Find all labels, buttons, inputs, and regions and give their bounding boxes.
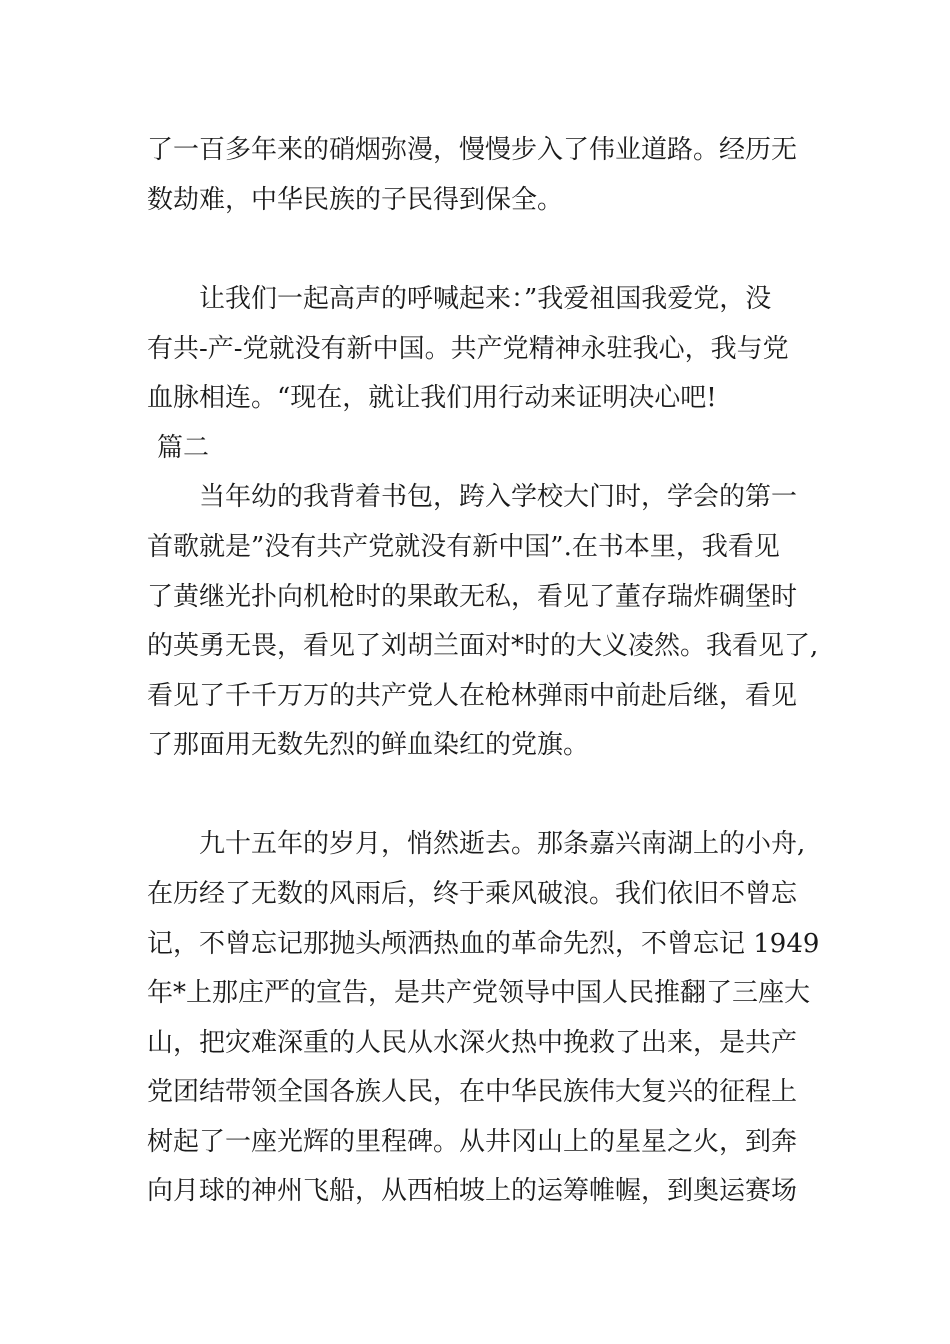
text-line: 看见了千千万万的共产党人在枪林弹雨中前赴后继，看见 xyxy=(147,681,798,711)
text-line: 年*上那庄严的宣告，是共产党领导中国人民推翻了三座大 xyxy=(147,978,811,1008)
text-line: 了黄继光扑向机枪时的果敢无私，看见了董存瑞炸碉堡时 xyxy=(147,582,798,612)
text-line: 在历经了无数的风雨后，终于乘风破浪。我们依旧不曾忘 xyxy=(147,879,798,909)
text-line: 血脉相连。“现在，就让我们用行动来证明决心吧! xyxy=(147,383,717,413)
text-line: 向月球的神州飞船，从西柏坡上的运筹帷幄，到奥运赛场 xyxy=(147,1176,798,1206)
text-line: 首歌就是”没有共产党就没有新中国”.在书本里，我看见 xyxy=(147,532,780,562)
text-line: 党团结带领全国各族人民，在中华民族伟大复兴的征程上 xyxy=(147,1077,798,1107)
text-line: 了那面用无数先烈的鲜血染红的党旗。 xyxy=(147,730,590,760)
text-line: 的英勇无畏，看见了刘胡兰面对*时的大义凌然。我看见了, xyxy=(147,631,819,661)
text-line: 记，不曾忘记那抛头颅洒热血的革命先烈，不曾忘记 1949 xyxy=(147,929,820,959)
text-line: 树起了一座光辉的里程碑。从井冈山上的星星之火，到奔 xyxy=(147,1127,798,1157)
section-heading: 篇二 xyxy=(157,433,210,463)
text-line: 让我们一起高声的呼喊起来：”我爱祖国我爱党，没 xyxy=(147,284,772,314)
text-line: 当年幼的我背着书包，跨入学校大门时，学会的第一 xyxy=(147,482,798,512)
text-line: 数劫难，中华民族的子民得到保全。 xyxy=(147,185,564,215)
text-line: 山，把灾难深重的人民从水深火热中挽救了出来，是共产 xyxy=(147,1028,798,1058)
text-line: 九十五年的岁月，悄然逝去。那条嘉兴南湖上的小舟, xyxy=(147,829,806,859)
text-line: 有共-产-党就没有新中国。共产党精神永驻我心，我与党 xyxy=(147,334,789,364)
text-line: 了一百多年来的硝烟弥漫，慢慢步入了伟业道路。经历无 xyxy=(147,135,798,165)
